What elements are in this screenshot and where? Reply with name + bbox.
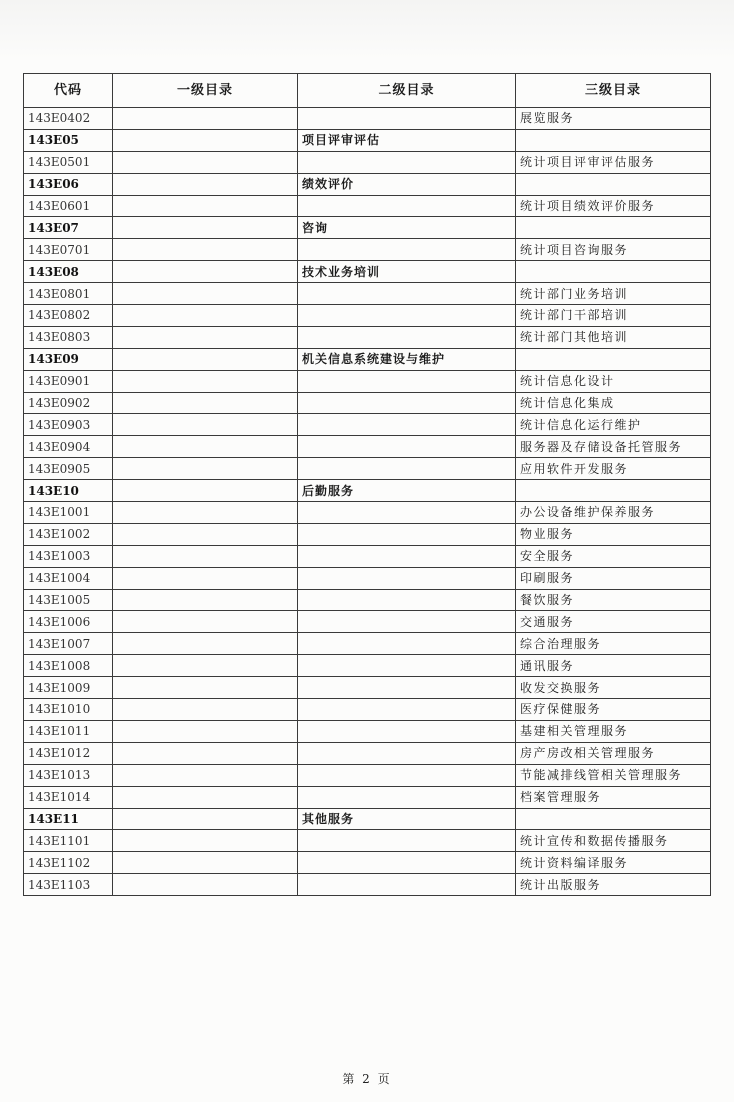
level3-cell bbox=[516, 261, 711, 283]
level3-cell bbox=[516, 348, 711, 370]
level1-cell bbox=[113, 764, 298, 786]
page-number: 第 2 页 bbox=[342, 1072, 392, 1086]
code-cell: 143E1012 bbox=[24, 742, 113, 764]
code-cell: 143E1102 bbox=[24, 852, 113, 874]
code-cell: 143E11 bbox=[24, 808, 113, 830]
level2-cell bbox=[298, 786, 516, 808]
code-cell: 143E0902 bbox=[24, 392, 113, 414]
table-row bbox=[24, 326, 711, 348]
level3-cell: 统计出版服务 bbox=[516, 874, 711, 896]
level1-cell bbox=[113, 348, 298, 370]
code-cell: 143E1010 bbox=[24, 699, 113, 721]
level3-cell: 餐饮服务 bbox=[516, 589, 711, 611]
level1-cell bbox=[113, 129, 298, 151]
level1-cell bbox=[113, 173, 298, 195]
level1-cell bbox=[113, 217, 298, 239]
table-row bbox=[24, 239, 711, 261]
level2-cell: 绩效评价 bbox=[298, 173, 516, 195]
table-row bbox=[24, 567, 711, 589]
table-row bbox=[24, 414, 711, 436]
table-row bbox=[24, 874, 711, 896]
level1-cell bbox=[113, 108, 298, 130]
level1-cell bbox=[113, 370, 298, 392]
code-cell: 143E1004 bbox=[24, 567, 113, 589]
header-level3: 三级目录 bbox=[516, 74, 711, 108]
level3-cell: 基建相关管理服务 bbox=[516, 720, 711, 742]
header-level1: 一级目录 bbox=[113, 74, 298, 108]
level1-cell bbox=[113, 874, 298, 896]
table-row bbox=[24, 502, 711, 524]
level3-cell: 交通服务 bbox=[516, 611, 711, 633]
level3-cell: 档案管理服务 bbox=[516, 786, 711, 808]
table-row bbox=[24, 436, 711, 458]
level3-cell: 服务器及存储设备托管服务 bbox=[516, 436, 711, 458]
category-row bbox=[24, 261, 711, 283]
table-row bbox=[24, 283, 711, 305]
category-row bbox=[24, 217, 711, 239]
code-cell: 143E0501 bbox=[24, 151, 113, 173]
level2-cell bbox=[298, 589, 516, 611]
level2-cell bbox=[298, 545, 516, 567]
level2-cell: 技术业务培训 bbox=[298, 261, 516, 283]
level3-cell bbox=[516, 173, 711, 195]
level3-cell: 统计信息化设计 bbox=[516, 370, 711, 392]
level2-cell bbox=[298, 502, 516, 524]
level1-cell bbox=[113, 589, 298, 611]
level1-cell bbox=[113, 786, 298, 808]
level1-cell bbox=[113, 239, 298, 261]
code-cell: 143E10 bbox=[24, 480, 113, 502]
level2-cell bbox=[298, 852, 516, 874]
code-cell: 143E1101 bbox=[24, 830, 113, 852]
level1-cell bbox=[113, 326, 298, 348]
code-cell: 143E09 bbox=[24, 348, 113, 370]
level3-cell: 综合治理服务 bbox=[516, 633, 711, 655]
category-row bbox=[24, 808, 711, 830]
table-row bbox=[24, 195, 711, 217]
level3-cell bbox=[516, 217, 711, 239]
level2-cell bbox=[298, 305, 516, 327]
level2-cell: 咨询 bbox=[298, 217, 516, 239]
table-row bbox=[24, 742, 711, 764]
level3-cell: 统计信息化运行维护 bbox=[516, 414, 711, 436]
category-row bbox=[24, 480, 711, 502]
table-row bbox=[24, 108, 711, 130]
level1-cell bbox=[113, 830, 298, 852]
code-cell: 143E1008 bbox=[24, 655, 113, 677]
level2-cell: 其他服务 bbox=[298, 808, 516, 830]
code-cell: 143E0402 bbox=[24, 108, 113, 130]
table-row bbox=[24, 589, 711, 611]
code-cell: 143E05 bbox=[24, 129, 113, 151]
level2-cell: 后勤服务 bbox=[298, 480, 516, 502]
level1-cell bbox=[113, 261, 298, 283]
code-cell: 143E1009 bbox=[24, 677, 113, 699]
code-cell: 143E0802 bbox=[24, 305, 113, 327]
level3-cell: 统计部门业务培训 bbox=[516, 283, 711, 305]
level2-cell bbox=[298, 567, 516, 589]
table-row bbox=[24, 786, 711, 808]
level3-cell: 收发交换服务 bbox=[516, 677, 711, 699]
level1-cell bbox=[113, 458, 298, 480]
code-cell: 143E0905 bbox=[24, 458, 113, 480]
table-row bbox=[24, 545, 711, 567]
level2-cell bbox=[298, 239, 516, 261]
category-row bbox=[24, 173, 711, 195]
level2-cell bbox=[298, 830, 516, 852]
level3-cell bbox=[516, 480, 711, 502]
level2-cell bbox=[298, 151, 516, 173]
code-cell: 143E1013 bbox=[24, 764, 113, 786]
level2-cell bbox=[298, 458, 516, 480]
table-row bbox=[24, 655, 711, 677]
code-cell: 143E1003 bbox=[24, 545, 113, 567]
level2-cell: 机关信息系统建设与维护 bbox=[298, 348, 516, 370]
level3-cell: 统计项目评审评估服务 bbox=[516, 151, 711, 173]
level3-cell: 印刷服务 bbox=[516, 567, 711, 589]
level1-cell bbox=[113, 283, 298, 305]
code-cell: 143E0803 bbox=[24, 326, 113, 348]
level2-cell: 项目评审评估 bbox=[298, 129, 516, 151]
level2-cell bbox=[298, 326, 516, 348]
level2-cell bbox=[298, 742, 516, 764]
level1-cell bbox=[113, 633, 298, 655]
level1-cell bbox=[113, 567, 298, 589]
code-cell: 143E07 bbox=[24, 217, 113, 239]
code-cell: 143E1005 bbox=[24, 589, 113, 611]
level1-cell bbox=[113, 545, 298, 567]
level3-cell: 统计宣传和数据传播服务 bbox=[516, 830, 711, 852]
code-cell: 143E1014 bbox=[24, 786, 113, 808]
level1-cell bbox=[113, 852, 298, 874]
level2-cell bbox=[298, 764, 516, 786]
level1-cell bbox=[113, 523, 298, 545]
code-cell: 143E0601 bbox=[24, 195, 113, 217]
level3-cell bbox=[516, 129, 711, 151]
level3-cell: 统计资料编译服务 bbox=[516, 852, 711, 874]
category-row bbox=[24, 348, 711, 370]
level2-cell bbox=[298, 283, 516, 305]
level2-cell bbox=[298, 195, 516, 217]
table-row bbox=[24, 523, 711, 545]
table-header-row bbox=[24, 74, 711, 108]
level2-cell bbox=[298, 108, 516, 130]
catalog-table bbox=[23, 73, 711, 896]
table-row bbox=[24, 677, 711, 699]
level2-cell bbox=[298, 699, 516, 721]
table-row bbox=[24, 305, 711, 327]
level2-cell bbox=[298, 611, 516, 633]
level1-cell bbox=[113, 305, 298, 327]
code-cell: 143E1103 bbox=[24, 874, 113, 896]
code-cell: 143E1011 bbox=[24, 720, 113, 742]
level2-cell bbox=[298, 677, 516, 699]
level2-cell bbox=[298, 720, 516, 742]
code-cell: 143E0701 bbox=[24, 239, 113, 261]
level1-cell bbox=[113, 742, 298, 764]
level2-cell bbox=[298, 633, 516, 655]
level3-cell: 通讯服务 bbox=[516, 655, 711, 677]
table-body bbox=[24, 108, 711, 896]
level1-cell bbox=[113, 655, 298, 677]
level2-cell bbox=[298, 392, 516, 414]
table-row bbox=[24, 151, 711, 173]
level2-cell bbox=[298, 436, 516, 458]
level3-cell: 物业服务 bbox=[516, 523, 711, 545]
code-cell: 143E06 bbox=[24, 173, 113, 195]
code-cell: 143E1006 bbox=[24, 611, 113, 633]
level2-cell bbox=[298, 874, 516, 896]
table-row bbox=[24, 392, 711, 414]
level1-cell bbox=[113, 502, 298, 524]
level1-cell bbox=[113, 699, 298, 721]
category-row bbox=[24, 129, 711, 151]
level3-cell: 统计项目绩效评价服务 bbox=[516, 195, 711, 217]
code-cell: 143E1002 bbox=[24, 523, 113, 545]
level1-cell bbox=[113, 480, 298, 502]
table-row bbox=[24, 370, 711, 392]
table-row bbox=[24, 458, 711, 480]
level1-cell bbox=[113, 808, 298, 830]
level1-cell bbox=[113, 611, 298, 633]
level2-cell bbox=[298, 523, 516, 545]
level1-cell bbox=[113, 392, 298, 414]
code-cell: 143E0904 bbox=[24, 436, 113, 458]
level2-cell bbox=[298, 370, 516, 392]
table-row bbox=[24, 830, 711, 852]
table-row bbox=[24, 633, 711, 655]
header-code: 代码 bbox=[24, 74, 113, 108]
level3-cell: 统计信息化集成 bbox=[516, 392, 711, 414]
level3-cell: 统计项目咨询服务 bbox=[516, 239, 711, 261]
level3-cell: 统计部门其他培训 bbox=[516, 326, 711, 348]
level2-cell bbox=[298, 655, 516, 677]
level3-cell: 房产房改相关管理服务 bbox=[516, 742, 711, 764]
level3-cell: 医疗保健服务 bbox=[516, 699, 711, 721]
level3-cell: 安全服务 bbox=[516, 545, 711, 567]
level1-cell bbox=[113, 677, 298, 699]
header-level2: 二级目录 bbox=[298, 74, 516, 108]
level3-cell: 办公设备维护保养服务 bbox=[516, 502, 711, 524]
code-cell: 143E0801 bbox=[24, 283, 113, 305]
table-row bbox=[24, 611, 711, 633]
level3-cell: 节能减排线管相关管理服务 bbox=[516, 764, 711, 786]
level1-cell bbox=[113, 195, 298, 217]
code-cell: 143E1001 bbox=[24, 502, 113, 524]
level1-cell bbox=[113, 436, 298, 458]
table-row bbox=[24, 764, 711, 786]
table-row bbox=[24, 699, 711, 721]
level3-cell bbox=[516, 808, 711, 830]
table-row bbox=[24, 852, 711, 874]
code-cell: 143E0901 bbox=[24, 370, 113, 392]
level3-cell: 展览服务 bbox=[516, 108, 711, 130]
code-cell: 143E1007 bbox=[24, 633, 113, 655]
level1-cell bbox=[113, 151, 298, 173]
code-cell: 143E0903 bbox=[24, 414, 113, 436]
level1-cell bbox=[113, 414, 298, 436]
level3-cell: 应用软件开发服务 bbox=[516, 458, 711, 480]
code-cell: 143E08 bbox=[24, 261, 113, 283]
level2-cell bbox=[298, 414, 516, 436]
level1-cell bbox=[113, 720, 298, 742]
table-row bbox=[24, 720, 711, 742]
level3-cell: 统计部门干部培训 bbox=[516, 305, 711, 327]
